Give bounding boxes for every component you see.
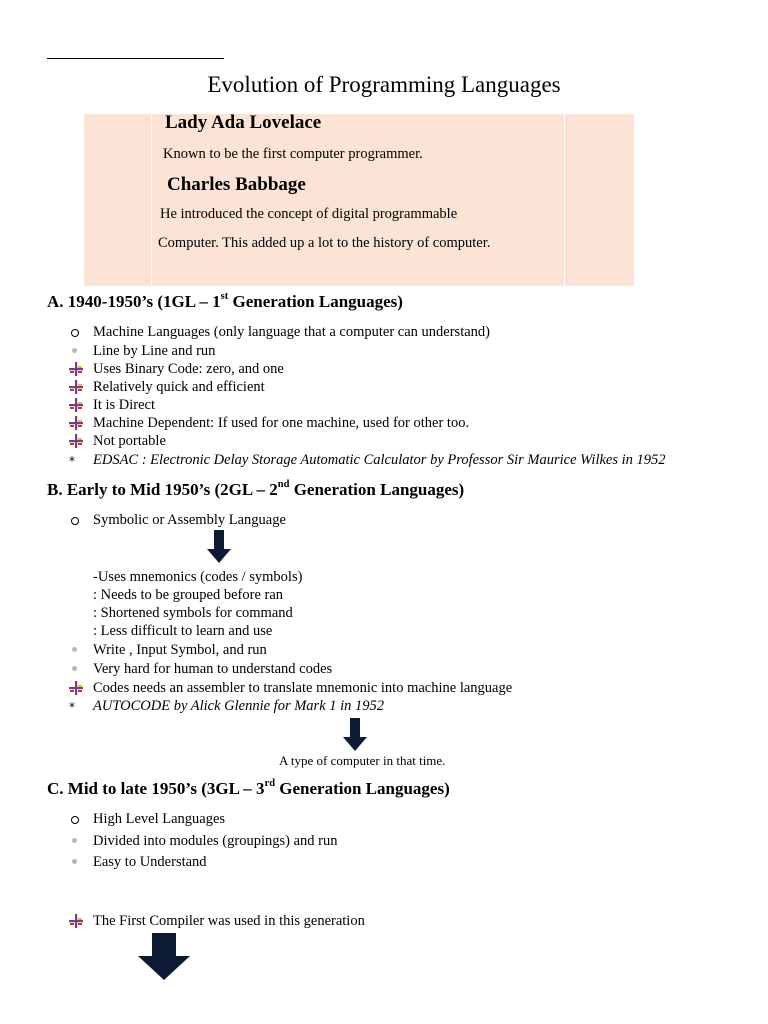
sub-line: : Shortened symbols for command bbox=[93, 605, 293, 621]
section-c-heading: C. Mid to late 1950’s (3GL – 3rd Generation Languages) bbox=[47, 778, 450, 798]
gray-dot-bullet-icon bbox=[72, 647, 77, 652]
sub-line: : Needs to be grouped before ran bbox=[93, 587, 284, 603]
hollow-circle-bullet-icon bbox=[71, 329, 79, 337]
colored-cross-bullet-icon bbox=[69, 398, 83, 412]
person-text-babbage-2: Computer. This added up a lot to the history of computer. bbox=[158, 235, 491, 251]
down-arrow-icon bbox=[137, 933, 191, 981]
person-name-babbage: Charles Babbage bbox=[167, 174, 306, 195]
box-divider bbox=[564, 114, 565, 286]
list-item: Uses Binary Code: zero, and one bbox=[93, 361, 284, 377]
down-arrow-icon bbox=[342, 718, 368, 752]
down-arrow-icon bbox=[206, 530, 232, 564]
list-item: Very hard for human to understand codes bbox=[93, 661, 333, 677]
top-rule bbox=[47, 58, 224, 59]
page-title: Evolution of Programming Languages bbox=[207, 72, 561, 97]
list-item: Symbolic or Assembly Language bbox=[93, 512, 286, 528]
gray-dot-bullet-icon bbox=[72, 348, 77, 353]
sub-line: -Uses mnemonics (codes / symbols) bbox=[93, 569, 303, 585]
colored-cross-bullet-icon bbox=[69, 362, 83, 376]
person-name-lovelace: Lady Ada Lovelace bbox=[165, 112, 322, 133]
sub-line: : Less difficult to learn and use bbox=[93, 623, 273, 639]
gray-dot-bullet-icon bbox=[72, 666, 77, 671]
colored-cross-bullet-icon bbox=[69, 914, 83, 928]
list-item: Codes needs an assembler to translate mnemonic into machine language bbox=[93, 680, 513, 696]
colored-cross-bullet-icon bbox=[69, 681, 83, 695]
hollow-circle-bullet-icon bbox=[71, 517, 79, 525]
box-divider bbox=[151, 114, 152, 286]
list-item: AUTOCODE by Alick Glennie for Mark 1 in 1952 bbox=[93, 698, 385, 714]
gray-dot-bullet-icon bbox=[72, 838, 77, 843]
hollow-circle-bullet-icon bbox=[71, 816, 79, 824]
list-item: Machine Languages (only language that a computer can understand) bbox=[93, 324, 490, 340]
list-item: EDSAC : Electronic Delay Storage Automatic Calculator by Professor Sir Maurice Wilkes in 1952 bbox=[93, 452, 666, 468]
list-item: Write , Input Symbol, and run bbox=[93, 642, 267, 658]
colored-cross-bullet-icon bbox=[69, 416, 83, 430]
intro-box bbox=[84, 114, 634, 286]
list-item: It is Direct bbox=[93, 397, 156, 413]
colored-cross-bullet-icon bbox=[69, 380, 83, 394]
list-item: High Level Languages bbox=[93, 811, 226, 827]
person-text-babbage-1: He introduced the concept of digital programmable bbox=[160, 206, 458, 222]
colored-cross-bullet-icon bbox=[69, 434, 83, 448]
section-a-heading: A. 1940-1950’s (1GL – 1st Generation Languages) bbox=[47, 291, 403, 311]
list-item: Easy to Understand bbox=[93, 854, 207, 870]
list-item: Not portable bbox=[93, 433, 166, 449]
list-item: Machine Dependent: If used for one machine, used for other too. bbox=[93, 415, 470, 431]
gray-dot-bullet-icon bbox=[72, 859, 77, 864]
asterisk-bullet-icon: * bbox=[69, 700, 75, 714]
list-item: Relatively quick and efficient bbox=[93, 379, 265, 395]
list-item: The First Compiler was used in this generation bbox=[93, 913, 365, 929]
note-text: A type of computer in that time. bbox=[279, 753, 446, 768]
list-item: Divided into modules (groupings) and run bbox=[93, 833, 338, 849]
list-item: Line by Line and run bbox=[93, 343, 216, 359]
section-b-heading: B. Early to Mid 1950’s (2GL – 2nd Generation Languages) bbox=[47, 479, 465, 499]
person-text-lovelace: Known to be the first computer programmer. bbox=[163, 146, 423, 162]
asterisk-bullet-icon: * bbox=[69, 454, 75, 468]
